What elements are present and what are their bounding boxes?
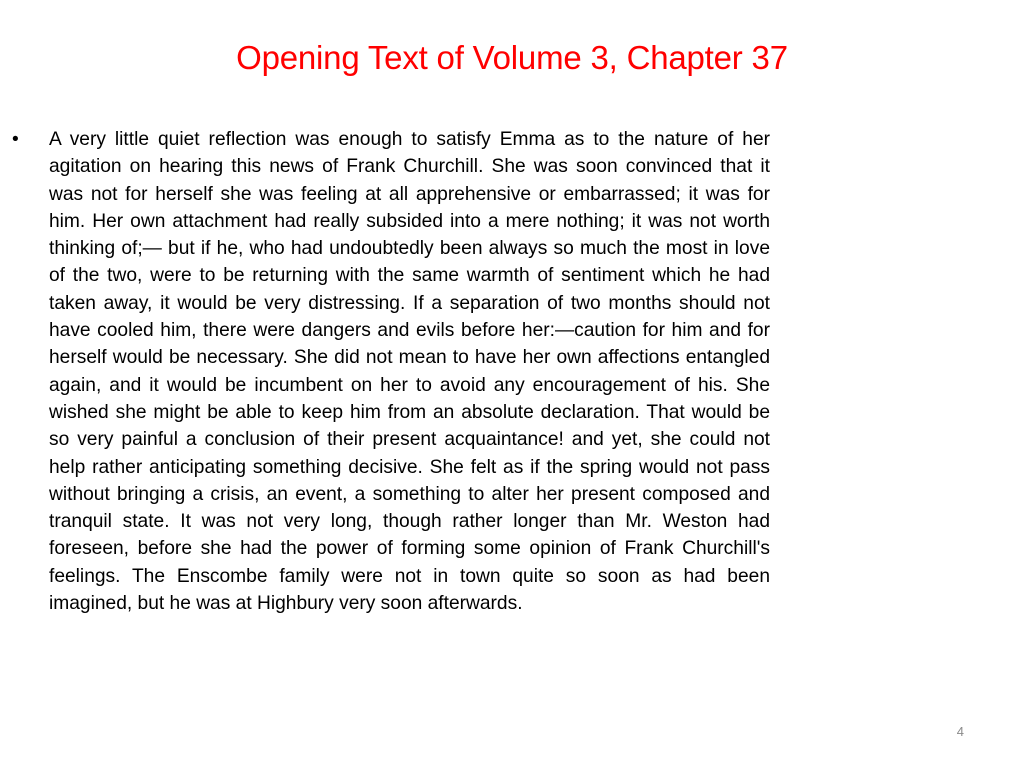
slide-title: Opening Text of Volume 3, Chapter 37 <box>236 39 788 76</box>
bullet-item <box>12 126 770 617</box>
bullet-marker: • <box>12 129 19 150</box>
bullet-text: A very little quiet reflection was enough to satisfy Emma as to the nature of her agitation on hearing this news of Frank Churchill. She was soon convinced that it was not for herself she was feeling at all apprehensive or embarrassed; it was for him. Her own attachment had really subsided into a mere nothing; it was not worth thinking of;— but if he, who had undoubtedly been always so much the most in love of the two, were to be returning with the same warmth of sentiment which he had taken away, it would be very distressing. If a separation of two months should not have cooled him, there were dangers and evils before her:—caution for him and for herself would be necessary. She did not mean to have her own affections entangled again, and it would be incumbent on her to avoid any encouragement of his. She wished she might be able to keep him from an absolute declaration. That would be so very painful a conclusion of their present acquaintance! and yet, she could not help rather anticipating something decisive. She felt as if the spring would not pass without bringing a crisis, an event, a something to alter her present composed and tranquil state. It was not very long, though rather longer than Mr. Weston had foreseen, before she had the power of forming some opinion of Frank Churchill's feelings. The Enscombe family were not in town quite so soon as had been imagined, but he was at Highbury very soon afterwards. <box>49 129 770 615</box>
bullet-list <box>12 126 770 617</box>
slide-number: 4 <box>956 724 964 739</box>
